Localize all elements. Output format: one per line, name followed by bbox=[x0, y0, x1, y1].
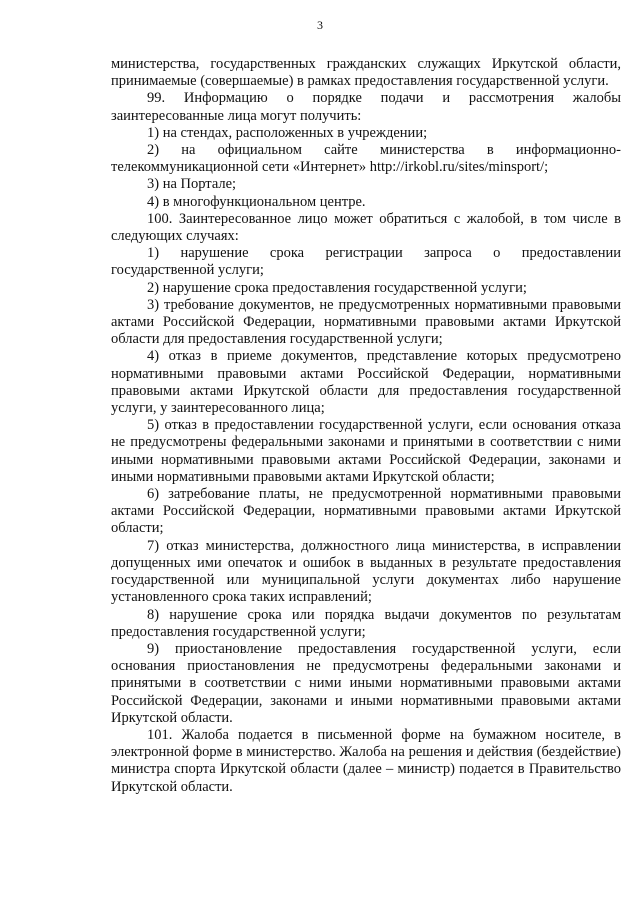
paragraph: 1) на стендах, расположенных в учреждении; bbox=[147, 124, 428, 141]
paragraph: 7) отказ министерства, должностного лица министерства, в исправлении допущенных ими опечаток и ошибок в выданных в результате предоставления государственной или муниципальной услуги документах либо нарушение установленного срока таких исправлений; bbox=[111, 537, 621, 606]
paragraph: 2) на официальном сайте министерства в информационно-телекоммуникационной сети «Интернет» http://irkobl.ru/sites/minsport/; bbox=[111, 142, 621, 176]
paragraph: 2) нарушение срока предоставления государственной услуги; bbox=[147, 279, 527, 296]
paragraph: министерства, государственных гражданских служащих Иркутской области, принимаемые (совершаемые) в рамках предоставления государственной услуги. bbox=[111, 56, 621, 90]
paragraph: 8) нарушение срока или порядка выдачи документов по результатам предоставления государственной услуги; bbox=[111, 606, 621, 640]
paragraph: 4) в многофункциональном центре. bbox=[147, 193, 366, 210]
paragraph: 100. Заинтересованное лицо может обратиться с жалобой, в том числе в следующих случаях: bbox=[111, 210, 621, 245]
paragraph: 101. Жалоба подается в письменной форме на бумажном носителе, в электронной форме в министерство. Жалоба на решения и действия (бездействие) министра спорта Иркутской области (далее – министр) подается в Правительство Иркутской области. bbox=[111, 726, 621, 795]
paragraph: 6) затребование платы, не предусмотренной нормативными правовыми актами Российской Федерации, нормативными правовыми актами Иркутской области; bbox=[111, 486, 621, 537]
paragraph: 5) отказ в предоставлении государственной услуги, если основания отказа не предусмотрены федеральными законами и принятыми в соответствии с ними иными нормативными правовыми актами Российской Федерации, законами и иными нормативными правовыми актами Иркутской области; bbox=[111, 417, 621, 485]
paragraph: 99. Информацию о порядке подачи и рассмотрения жалобы заинтересованные лица могут получить: bbox=[111, 90, 621, 124]
paragraph: 3) требование документов, не предусмотренных нормативными правовыми актами Российской Федерации, нормативными правовыми актами Иркутской области для предоставления государственной услуги; bbox=[111, 296, 621, 348]
paragraph: 9) приостановление предоставления государственной услуги, если основания приостановления не предусмотрены федеральными законами и принятыми в соответствии с ними иными нормативными правовыми актами Российской Федерации, законами и иными нормативными правовыми актами Иркутской области. bbox=[111, 640, 621, 726]
page-number: 3 bbox=[317, 18, 323, 32]
paragraph: 1) нарушение срока регистрации запроса о предоставлении государственной услуги; bbox=[111, 245, 621, 279]
paragraph: 3) на Портале; bbox=[147, 176, 237, 193]
document-body bbox=[111, 56, 621, 796]
paragraph: 4) отказ в приеме документов, представление которых предусмотрено нормативными правовыми актами Российской Федерации, нормативными правовыми актами Иркутской области для предоставления государственной услуги, у заинтересованного лица; bbox=[111, 348, 621, 417]
